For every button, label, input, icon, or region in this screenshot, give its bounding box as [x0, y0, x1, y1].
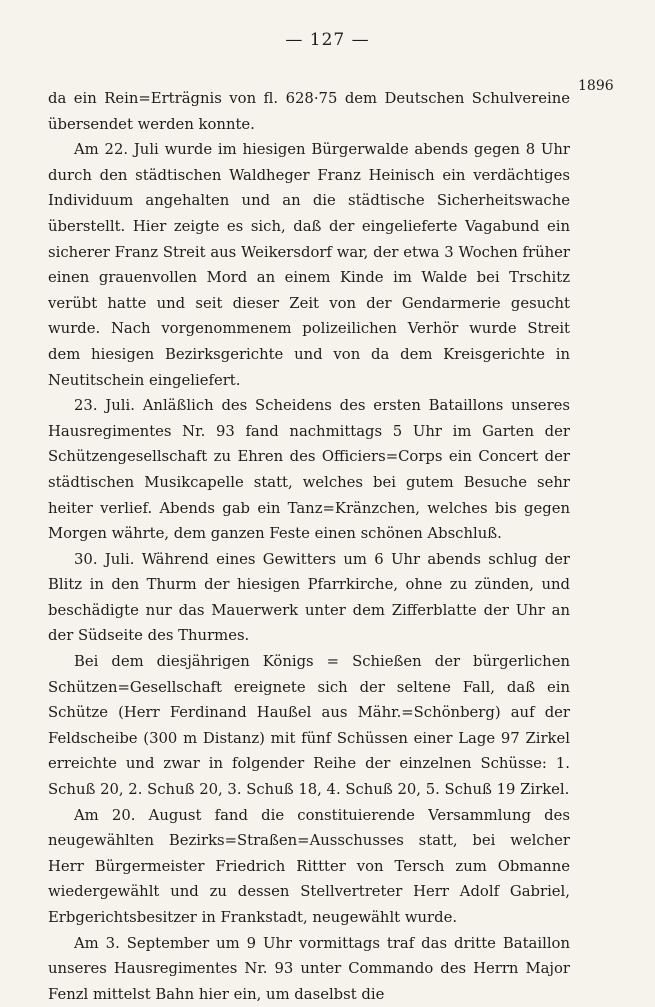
paragraph: Am 22. Juli wurde im hiesigen Bürgerwalde abends gegen 8 Uhr durch den städtischen Waldheger Franz Heinisch ein verdächtiges Individuum angehalten und an die städtische Sicherheitswache überstellt. Hier zeigte es sich, daß der eingelieferte Vagabund ein sicherer Franz Streit aus Weikersdorf war, der etwa 3 Wochen früher einen grauenvollen Mord an einem Kinde im Walde bei Trschitz verübt hatte und seit dieser Zeit von der Gendarmerie gesucht wurde. Nach vorgenommenem polizeilichen Verhör wurde Streit dem hiesigen Bezirksgerichte und von da dem Kreisgerichte in Neutitschein eingeliefert. — [48, 141, 570, 389]
paragraph: da ein Rein=Erträgnis von fl. 628·75 dem Deutschen Schulvereine übersendet werden konnte. — [48, 90, 570, 133]
paragraph: 30. Juli. Während eines Gewitters um 6 Uhr abends schlug der Blitz in den Thurm der hiesigen Pfarrkirche, ohne zu zünden, und beschädigte nur das Mauerwerk unter dem Zifferblatte der Uhr an der Südseite des Thurmes. — [48, 550, 570, 645]
paragraph: Bei dem diesjährigen Königs = Schießen der bürgerlichen Schützen=Gesellschaft ereignete sich der seltene Fall, daß ein Schütze (Herr Ferdinand Haußel aus Mähr.=Schönberg) auf der Feldscheibe (300 m Distanz) mit fünf Schüssen einer Lage 97 Zirkel erreichte und zwar in folgender Reihe der einzelnen Schüsse: 1. Schuß 20, 2. Schuß 20, 3. Schuß 18, 4. Schuß 20, 5. Schuß 19 Zirkel. — [48, 653, 570, 799]
body-text — [48, 86, 570, 1007]
margin-year-note: 1896 — [578, 78, 614, 94]
paragraph: 23. Juli. Anläßlich des Scheidens des ersten Bataillons unseres Hausregimentes Nr. 93 fand nachmittags 5 Uhr im Garten der Schützengesellschaft zu Ehren des Officiers=Corps ein Concert der städtischen Musikcapelle statt, welches bei gutem Besuche sehr heiter verlief. Abends gab ein Tanz=Kränzchen, welches bis gegen Morgen währte, dem ganzen Feste einen schönen Abschluß. — [48, 397, 570, 543]
page-number: — 127 — — [285, 30, 370, 50]
paragraph: Am 3. September um 9 Uhr vormittags traf das dritte Bataillon unseres Hausregimentes Nr. 93 unter Commando des Herrn Major Fenzl mittelst Bahn hier ein, um daselbst die — [48, 934, 570, 1003]
paragraph: Am 20. August fand die constituierende Versammlung des neugewählten Bezirks=Straßen=Ausschusses statt, bei welcher Herr Bürgermeister Friedrich Rittter von Tersch zum Obmanne wiedergewählt und zu dessen Stellvertreter Herr Adolf Gabriel, Erbgerichtsbesitzer in Frankstadt, neugewählt wurde. — [48, 806, 570, 926]
